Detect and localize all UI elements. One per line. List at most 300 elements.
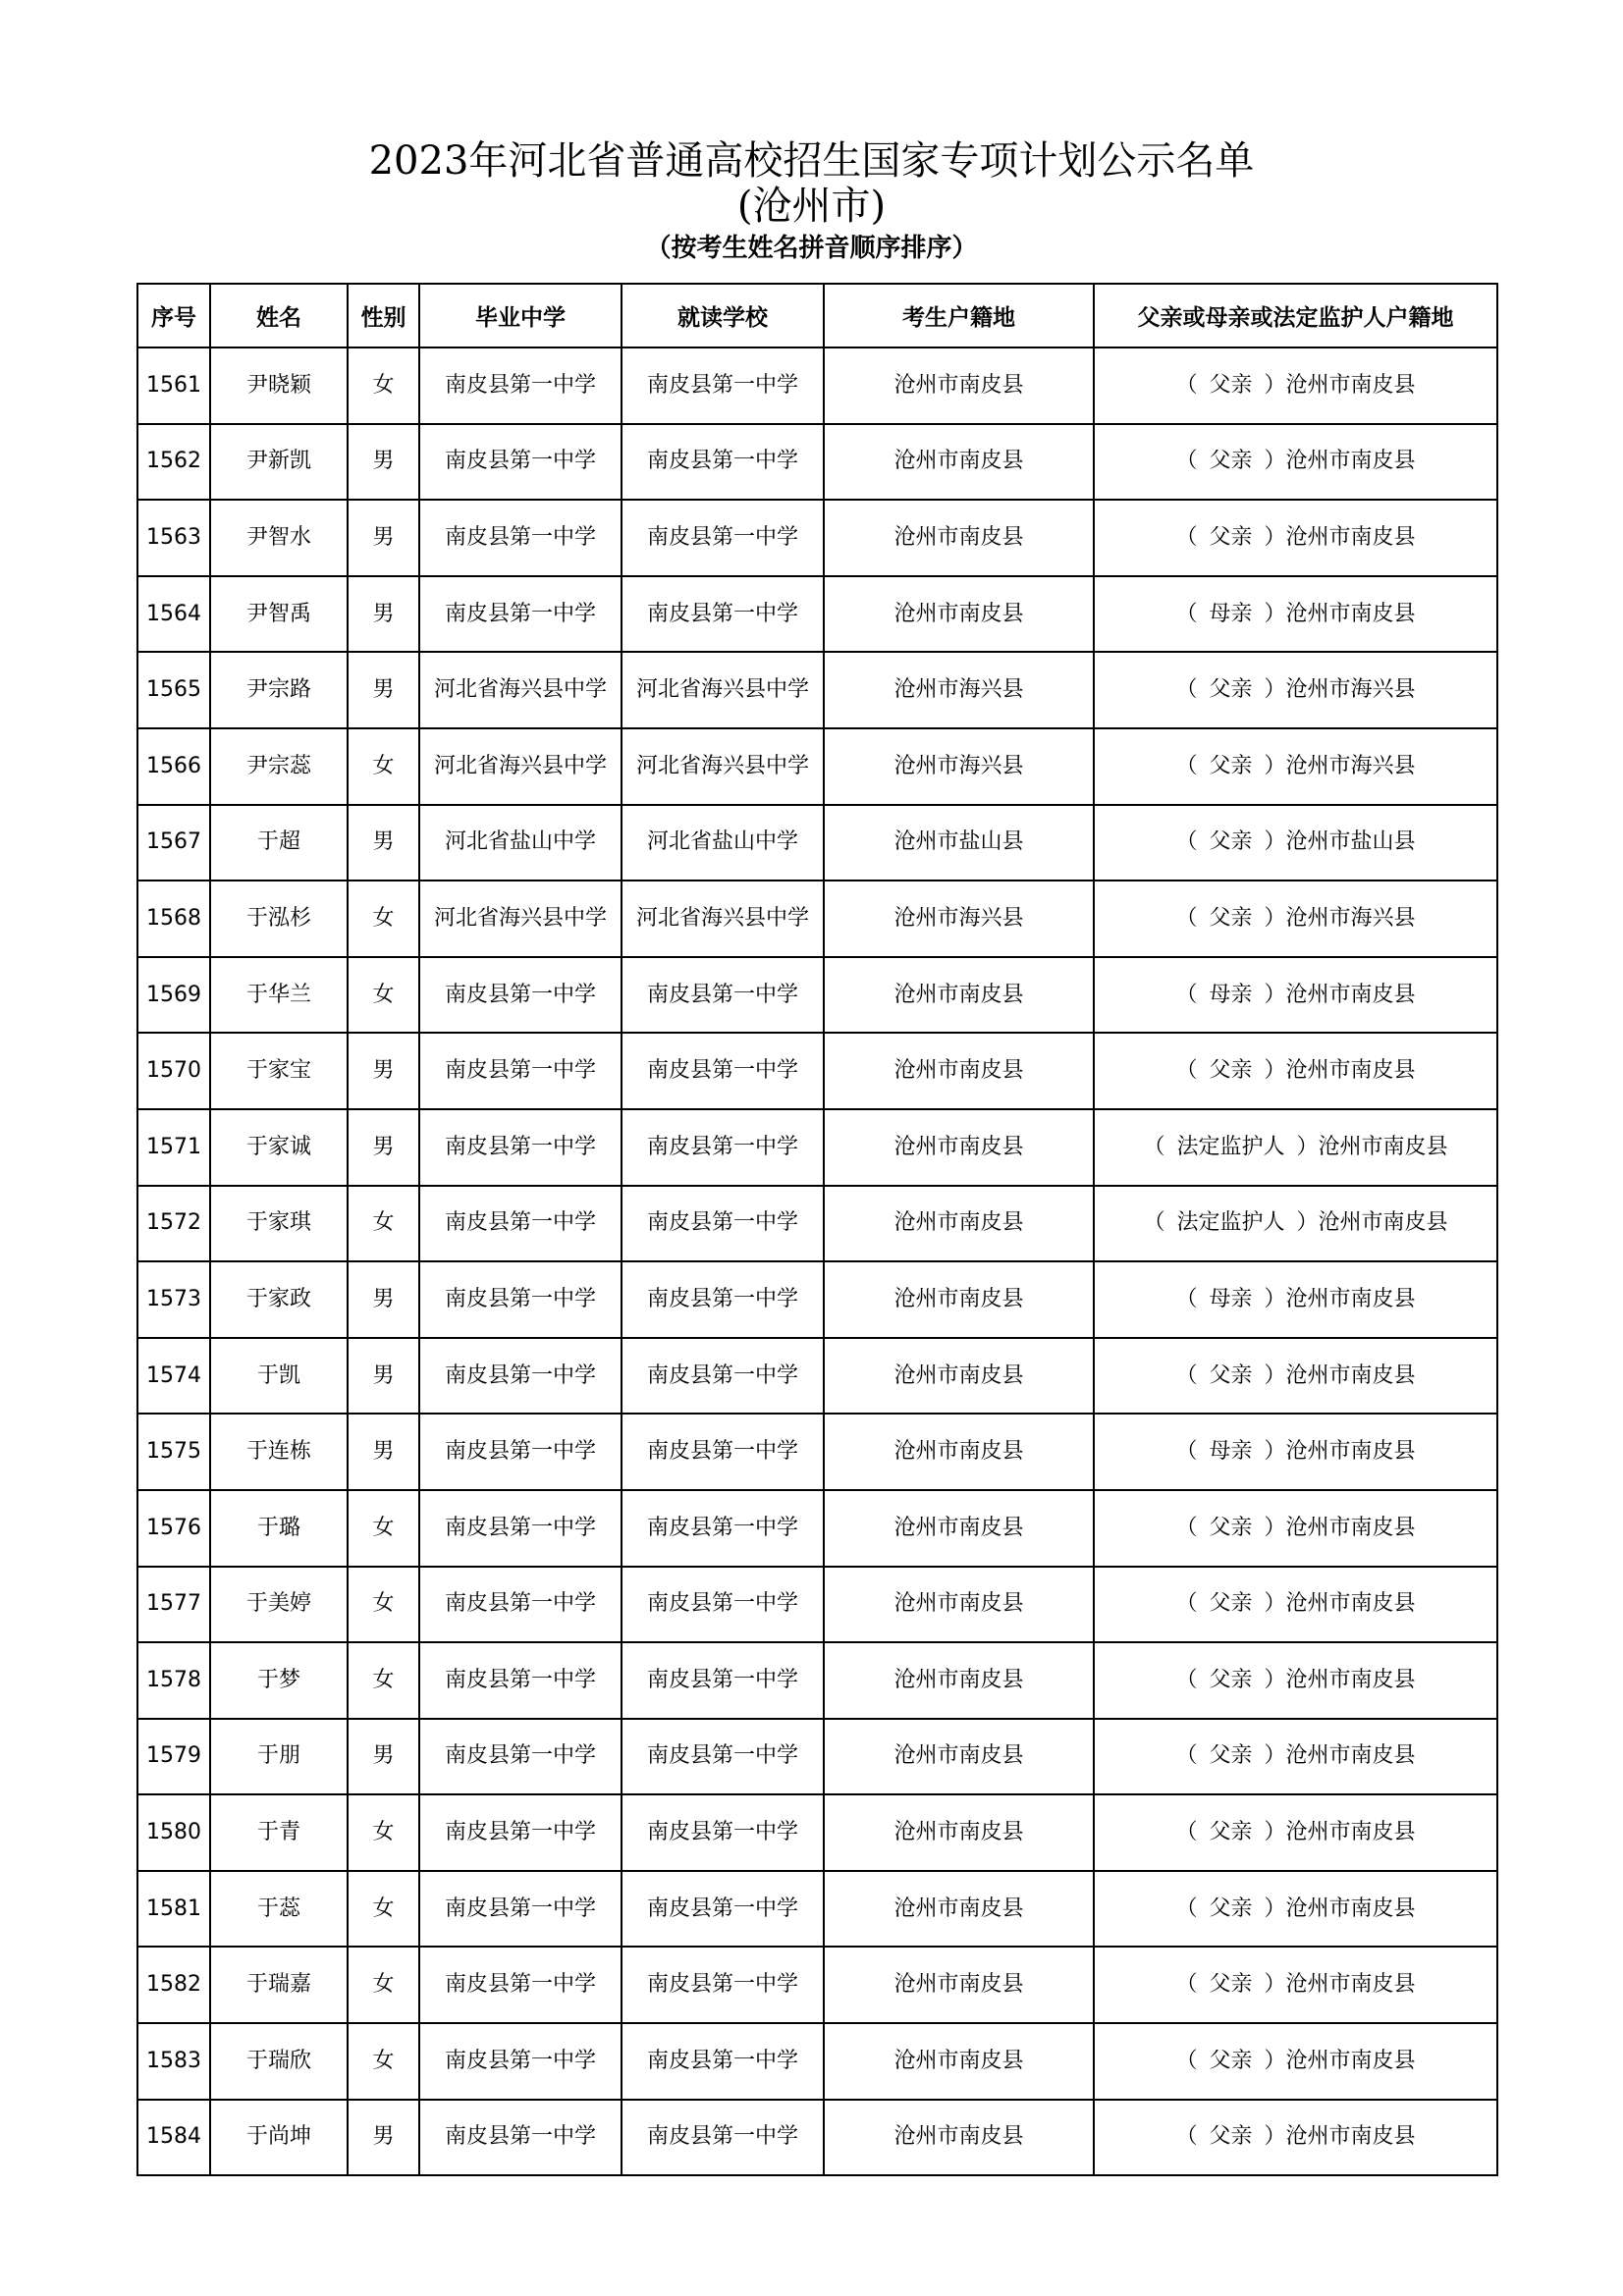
cell-name: 于蕊 (210, 1871, 348, 1948)
cell-grad-school: 南皮县第一中学 (419, 1794, 622, 1871)
cell-gender: 女 (348, 1794, 419, 1871)
paren-close: ） (1264, 1667, 1286, 1692)
cell-seq: 1566 (137, 728, 210, 805)
cell-hukou: 沧州市南皮县 (824, 1490, 1094, 1567)
paren-close: ） (1264, 1743, 1286, 1769)
cell-study-school: 河北省海兴县中学 (622, 728, 824, 805)
cell-seq: 1563 (137, 500, 210, 576)
guardian-relation: 母亲 (1209, 1286, 1253, 1311)
cell-guardian-hukou (1094, 2023, 1497, 2100)
cell-study-school: 南皮县第一中学 (622, 1947, 824, 2023)
guardian-relation: 父亲 (1209, 1058, 1253, 1084)
table-row (137, 728, 1497, 805)
paren-close: ） (1264, 2048, 1286, 2073)
table-body (137, 347, 1497, 2175)
paren-open: （ (1175, 677, 1198, 703)
cell-seq: 1572 (137, 1186, 210, 1262)
paren-close: ） (1264, 1286, 1286, 1311)
guardian-hukou-value: 沧州市南皮县 (1285, 372, 1416, 398)
cell-grad-school: 南皮县第一中学 (419, 500, 622, 576)
guardian-relation: 父亲 (1209, 753, 1253, 778)
cell-gender: 女 (348, 2023, 419, 2100)
cell-name: 于家琪 (210, 1186, 348, 1262)
guardian-hukou-value: 沧州市南皮县 (1285, 524, 1416, 550)
cell-name: 于泓杉 (210, 881, 348, 957)
cell-guardian-hukou (1094, 500, 1497, 576)
cell-hukou: 沧州市海兴县 (824, 881, 1094, 957)
document-subtitle: (沧州市) (736, 184, 887, 229)
cell-seq: 1580 (137, 1794, 210, 1871)
paren-open: （ (1175, 1362, 1198, 1388)
cell-hukou: 沧州市南皮县 (824, 1261, 1094, 1338)
cell-gender: 男 (348, 652, 419, 728)
guardian-relation: 父亲 (1209, 1972, 1253, 1998)
table-row (137, 1109, 1497, 1186)
roster-table (136, 283, 1498, 2176)
cell-guardian-hukou (1094, 881, 1497, 957)
cell-grad-school: 南皮县第一中学 (419, 1261, 622, 1338)
cell-seq: 1574 (137, 1338, 210, 1415)
paren-close: ） (1264, 601, 1286, 626)
paren-close: ） (1264, 753, 1286, 778)
cell-study-school: 南皮县第一中学 (622, 1642, 824, 1719)
cell-guardian-hukou (1094, 1871, 1497, 1948)
cell-name: 于梦 (210, 1642, 348, 1719)
table-row (137, 1871, 1497, 1948)
cell-name: 于瑞欣 (210, 2023, 348, 2100)
paren-close: ） (1264, 1362, 1286, 1388)
cell-hukou: 沧州市南皮县 (824, 1109, 1094, 1186)
cell-grad-school: 南皮县第一中学 (419, 1186, 622, 1262)
cell-guardian-hukou (1094, 1338, 1497, 1415)
cell-hukou: 沧州市南皮县 (824, 1338, 1094, 1415)
paren-open: （ (1175, 601, 1198, 626)
cell-study-school: 南皮县第一中学 (622, 424, 824, 501)
table-row (137, 957, 1497, 1034)
table-row (137, 1186, 1497, 1262)
cell-name: 尹宗路 (210, 652, 348, 728)
cell-hukou: 沧州市南皮县 (824, 2023, 1094, 2100)
cell-hukou: 沧州市盐山县 (824, 805, 1094, 881)
cell-seq: 1576 (137, 1490, 210, 1567)
header-hukou: 考生户籍地 (824, 284, 1094, 347)
cell-gender: 男 (348, 424, 419, 501)
guardian-hukou-value: 沧州市南皮县 (1285, 1743, 1416, 1769)
cell-hukou: 沧州市南皮县 (824, 1794, 1094, 1871)
cell-gender: 女 (348, 1871, 419, 1948)
cell-hukou: 沧州市南皮县 (824, 500, 1094, 576)
guardian-hukou-value: 沧州市南皮县 (1318, 1134, 1448, 1159)
cell-seq: 1561 (137, 347, 210, 424)
guardian-relation: 父亲 (1209, 677, 1253, 703)
guardian-hukou-value: 沧州市南皮县 (1285, 1896, 1416, 1921)
cell-study-school: 南皮县第一中学 (622, 1261, 824, 1338)
cell-gender: 男 (348, 1719, 419, 1795)
guardian-hukou-value: 沧州市南皮县 (1285, 2124, 1416, 2150)
header-grad-school: 毕业中学 (419, 284, 622, 347)
cell-name: 于家诚 (210, 1109, 348, 1186)
cell-seq: 1583 (137, 2023, 210, 2100)
header-study-school: 就读学校 (622, 284, 824, 347)
guardian-hukou-value: 沧州市盐山县 (1285, 829, 1416, 855)
guardian-relation: 父亲 (1209, 1820, 1253, 1845)
guardian-relation: 父亲 (1209, 1667, 1253, 1692)
guardian-hukou-value: 沧州市南皮县 (1285, 449, 1416, 474)
cell-guardian-hukou (1094, 652, 1497, 728)
document-title: 2023年河北省普通高校招生国家专项计划公示名单 (368, 138, 1255, 184)
cell-study-school: 南皮县第一中学 (622, 1490, 824, 1567)
cell-seq: 1567 (137, 805, 210, 881)
table-row (137, 652, 1497, 728)
cell-gender: 男 (348, 1261, 419, 1338)
paren-close: ） (1296, 1210, 1319, 1236)
table-row (137, 1033, 1497, 1109)
paren-open: （ (1175, 1439, 1198, 1465)
table-row (137, 881, 1497, 957)
paren-open: （ (1175, 372, 1198, 398)
cell-study-school: 河北省海兴县中学 (622, 652, 824, 728)
guardian-relation: 父亲 (1209, 524, 1253, 550)
paren-open: （ (1143, 1210, 1165, 1236)
guardian-hukou-value: 沧州市南皮县 (1285, 982, 1416, 1007)
cell-grad-school: 南皮县第一中学 (419, 1033, 622, 1109)
header-gender: 性别 (348, 284, 419, 347)
guardian-hukou-value: 沧州市南皮县 (1285, 601, 1416, 626)
table-row (137, 500, 1497, 576)
cell-grad-school: 河北省海兴县中学 (419, 728, 622, 805)
guardian-relation: 法定监护人 (1176, 1210, 1285, 1236)
guardian-hukou-value: 沧州市南皮县 (1285, 1972, 1416, 1998)
cell-hukou: 沧州市南皮县 (824, 957, 1094, 1034)
cell-hukou: 沧州市海兴县 (824, 652, 1094, 728)
cell-study-school: 河北省盐山中学 (622, 805, 824, 881)
header-name: 姓名 (210, 284, 348, 347)
paren-open: （ (1175, 524, 1198, 550)
cell-gender: 男 (348, 576, 419, 653)
table-row (137, 424, 1497, 501)
cell-gender: 男 (348, 1033, 419, 1109)
paren-close: ） (1264, 982, 1286, 1007)
guardian-relation: 母亲 (1209, 601, 1253, 626)
paren-open: （ (1175, 982, 1198, 1007)
cell-seq: 1573 (137, 1261, 210, 1338)
cell-guardian-hukou (1094, 424, 1497, 501)
cell-name: 于超 (210, 805, 348, 881)
guardian-hukou-value: 沧州市南皮县 (1285, 1286, 1416, 1311)
paren-open: （ (1175, 1667, 1198, 1692)
paren-close: ） (1264, 677, 1286, 703)
cell-hukou: 沧州市南皮县 (824, 347, 1094, 424)
cell-grad-school: 南皮县第一中学 (419, 1490, 622, 1567)
paren-open: （ (1175, 1591, 1198, 1617)
cell-grad-school: 河北省盐山中学 (419, 805, 622, 881)
guardian-relation: 父亲 (1209, 1362, 1253, 1388)
cell-gender: 女 (348, 1186, 419, 1262)
cell-grad-school: 河北省海兴县中学 (419, 652, 622, 728)
guardian-relation: 父亲 (1209, 829, 1253, 855)
header-seq: 序号 (137, 284, 210, 347)
guardian-relation: 父亲 (1209, 2124, 1253, 2150)
cell-name: 于家宝 (210, 1033, 348, 1109)
cell-guardian-hukou (1094, 1261, 1497, 1338)
paren-close: ） (1264, 1972, 1286, 1998)
cell-name: 尹晓颖 (210, 347, 348, 424)
cell-grad-school: 河北省海兴县中学 (419, 881, 622, 957)
cell-guardian-hukou (1094, 347, 1497, 424)
cell-study-school: 南皮县第一中学 (622, 1109, 824, 1186)
table-row (137, 805, 1497, 881)
paren-close: ） (1264, 449, 1286, 474)
cell-hukou: 沧州市南皮县 (824, 1947, 1094, 2023)
table-row (137, 1947, 1497, 2023)
guardian-relation: 母亲 (1209, 982, 1253, 1007)
paren-open: （ (1175, 2048, 1198, 2073)
cell-guardian-hukou (1094, 805, 1497, 881)
cell-gender: 男 (348, 500, 419, 576)
paren-open: （ (1175, 1515, 1198, 1540)
cell-seq: 1564 (137, 576, 210, 653)
cell-guardian-hukou (1094, 1794, 1497, 1871)
paren-close: ） (1264, 524, 1286, 550)
guardian-relation: 父亲 (1209, 372, 1253, 398)
guardian-relation: 父亲 (1209, 905, 1253, 931)
paren-close: ） (1264, 1058, 1286, 1084)
table-row (137, 1642, 1497, 1719)
paren-open: （ (1175, 1058, 1198, 1084)
paren-open: （ (1175, 2124, 1198, 2150)
cell-guardian-hukou (1094, 1567, 1497, 1643)
cell-gender: 女 (348, 1490, 419, 1567)
guardian-relation: 母亲 (1209, 1439, 1253, 1465)
guardian-relation: 父亲 (1209, 1515, 1253, 1540)
cell-hukou: 沧州市南皮县 (824, 1642, 1094, 1719)
cell-gender: 女 (348, 881, 419, 957)
cell-grad-school: 南皮县第一中学 (419, 2023, 622, 2100)
cell-name: 于家政 (210, 1261, 348, 1338)
cell-guardian-hukou (1094, 2100, 1497, 2176)
guardian-hukou-value: 沧州市南皮县 (1285, 1515, 1416, 1540)
cell-grad-school: 南皮县第一中学 (419, 576, 622, 653)
guardian-hukou-value: 沧州市南皮县 (1285, 1362, 1416, 1388)
cell-hukou: 沧州市南皮县 (824, 1414, 1094, 1490)
cell-gender: 男 (348, 1338, 419, 1415)
cell-hukou: 沧州市南皮县 (824, 576, 1094, 653)
paren-close: ） (1264, 905, 1286, 931)
paren-close: ） (1264, 829, 1286, 855)
cell-hukou: 沧州市南皮县 (824, 1719, 1094, 1795)
cell-seq: 1568 (137, 881, 210, 957)
paren-open: （ (1175, 1896, 1198, 1921)
guardian-hukou-value: 沧州市南皮县 (1285, 1820, 1416, 1845)
cell-seq: 1581 (137, 1871, 210, 1948)
cell-study-school: 南皮县第一中学 (622, 1033, 824, 1109)
cell-seq: 1579 (137, 1719, 210, 1795)
cell-hukou: 沧州市南皮县 (824, 1186, 1094, 1262)
cell-study-school: 南皮县第一中学 (622, 1719, 824, 1795)
cell-name: 尹智禹 (210, 576, 348, 653)
table-row (137, 1490, 1497, 1567)
cell-hukou: 沧州市南皮县 (824, 1033, 1094, 1109)
cell-grad-school: 南皮县第一中学 (419, 1871, 622, 1948)
paren-close: ） (1264, 1591, 1286, 1617)
cell-study-school: 南皮县第一中学 (622, 1567, 824, 1643)
cell-gender: 男 (348, 805, 419, 881)
guardian-relation: 法定监护人 (1176, 1134, 1285, 1159)
cell-study-school: 河北省海兴县中学 (622, 881, 824, 957)
cell-gender: 女 (348, 347, 419, 424)
cell-grad-school: 南皮县第一中学 (419, 1338, 622, 1415)
cell-guardian-hukou (1094, 1186, 1497, 1262)
cell-name: 尹智水 (210, 500, 348, 576)
cell-seq: 1582 (137, 1947, 210, 2023)
cell-gender: 男 (348, 1414, 419, 1490)
cell-guardian-hukou (1094, 1109, 1497, 1186)
guardian-hukou-value: 沧州市南皮县 (1285, 1591, 1416, 1617)
cell-seq: 1569 (137, 957, 210, 1034)
cell-hukou: 沧州市南皮县 (824, 424, 1094, 501)
cell-hukou: 沧州市海兴县 (824, 728, 1094, 805)
guardian-relation: 父亲 (1209, 1896, 1253, 1921)
cell-gender: 女 (348, 728, 419, 805)
paren-open: （ (1143, 1134, 1165, 1159)
guardian-relation: 父亲 (1209, 1743, 1253, 1769)
cell-name: 尹新凯 (210, 424, 348, 501)
cell-guardian-hukou (1094, 576, 1497, 653)
guardian-hukou-value: 沧州市海兴县 (1285, 905, 1416, 931)
paren-open: （ (1175, 829, 1198, 855)
cell-name: 于美婷 (210, 1567, 348, 1643)
header-row (137, 284, 1497, 347)
cell-name: 于凯 (210, 1338, 348, 1415)
guardian-relation: 父亲 (1209, 1591, 1253, 1617)
paren-open: （ (1175, 1743, 1198, 1769)
cell-guardian-hukou (1094, 957, 1497, 1034)
cell-seq: 1562 (137, 424, 210, 501)
cell-seq: 1570 (137, 1033, 210, 1109)
cell-grad-school: 南皮县第一中学 (419, 347, 622, 424)
cell-gender: 男 (348, 2100, 419, 2176)
table-row (137, 1719, 1497, 1795)
cell-study-school: 南皮县第一中学 (622, 957, 824, 1034)
paren-open: （ (1175, 905, 1198, 931)
guardian-hukou-value: 沧州市南皮县 (1285, 1058, 1416, 1084)
cell-grad-school: 南皮县第一中学 (419, 1567, 622, 1643)
paren-close: ） (1264, 1820, 1286, 1845)
cell-hukou: 沧州市南皮县 (824, 1567, 1094, 1643)
cell-name: 于尚坤 (210, 2100, 348, 2176)
paren-close: ） (1264, 1515, 1286, 1540)
guardian-hukou-value: 沧州市南皮县 (1285, 1667, 1416, 1692)
cell-gender: 男 (348, 1109, 419, 1186)
guardian-relation: 父亲 (1209, 2048, 1253, 2073)
cell-guardian-hukou (1094, 728, 1497, 805)
guardian-hukou-value: 沧州市南皮县 (1285, 1439, 1416, 1465)
cell-seq: 1565 (137, 652, 210, 728)
cell-name: 于华兰 (210, 957, 348, 1034)
paren-open: （ (1175, 1286, 1198, 1311)
cell-study-school: 南皮县第一中学 (622, 1794, 824, 1871)
table-header (137, 284, 1497, 347)
paren-close: ） (1264, 1896, 1286, 1921)
cell-name: 于连栋 (210, 1414, 348, 1490)
paren-close: ） (1264, 372, 1286, 398)
cell-study-school: 南皮县第一中学 (622, 1414, 824, 1490)
cell-study-school: 南皮县第一中学 (622, 2100, 824, 2176)
cell-study-school: 南皮县第一中学 (622, 347, 824, 424)
paren-open: （ (1175, 1972, 1198, 1998)
cell-seq: 1578 (137, 1642, 210, 1719)
paren-close: ） (1264, 1439, 1286, 1465)
cell-grad-school: 南皮县第一中学 (419, 1947, 622, 2023)
guardian-hukou-value: 沧州市南皮县 (1285, 2048, 1416, 2073)
cell-study-school: 南皮县第一中学 (622, 2023, 824, 2100)
paren-close: ） (1296, 1134, 1319, 1159)
cell-grad-school: 南皮县第一中学 (419, 424, 622, 501)
cell-grad-school: 南皮县第一中学 (419, 1109, 622, 1186)
cell-name: 于璐 (210, 1490, 348, 1567)
cell-gender: 女 (348, 1567, 419, 1643)
cell-name: 尹宗蕊 (210, 728, 348, 805)
header-guardian-hukou: 父亲或母亲或法定监护人户籍地 (1094, 284, 1497, 347)
table-row (137, 576, 1497, 653)
paren-open: （ (1175, 753, 1198, 778)
cell-study-school: 南皮县第一中学 (622, 1871, 824, 1948)
cell-gender: 女 (348, 957, 419, 1034)
sort-note: （按考生姓名拼音顺序排序） (645, 234, 978, 263)
paren-open: （ (1175, 449, 1198, 474)
cell-grad-school: 南皮县第一中学 (419, 2100, 622, 2176)
cell-study-school: 南皮县第一中学 (622, 1338, 824, 1415)
cell-seq: 1584 (137, 2100, 210, 2176)
cell-hukou: 沧州市南皮县 (824, 1871, 1094, 1948)
cell-guardian-hukou (1094, 1033, 1497, 1109)
cell-guardian-hukou (1094, 1642, 1497, 1719)
table-row (137, 1567, 1497, 1643)
cell-grad-school: 南皮县第一中学 (419, 1414, 622, 1490)
cell-name: 于青 (210, 1794, 348, 1871)
cell-guardian-hukou (1094, 1719, 1497, 1795)
cell-name: 于朋 (210, 1719, 348, 1795)
cell-study-school: 南皮县第一中学 (622, 500, 824, 576)
cell-seq: 1571 (137, 1109, 210, 1186)
guardian-hukou-value: 沧州市南皮县 (1318, 1210, 1448, 1236)
cell-grad-school: 南皮县第一中学 (419, 1642, 622, 1719)
table-row (137, 2023, 1497, 2100)
paren-close: ） (1264, 2124, 1286, 2150)
paren-open: （ (1175, 1820, 1198, 1845)
cell-guardian-hukou (1094, 1414, 1497, 1490)
guardian-hukou-value: 沧州市海兴县 (1285, 677, 1416, 703)
table-row (137, 1794, 1497, 1871)
cell-grad-school: 南皮县第一中学 (419, 957, 622, 1034)
cell-study-school: 南皮县第一中学 (622, 1186, 824, 1262)
cell-gender: 女 (348, 1642, 419, 1719)
table-row (137, 1338, 1497, 1415)
table-row (137, 1261, 1497, 1338)
cell-guardian-hukou (1094, 1947, 1497, 2023)
cell-seq: 1575 (137, 1414, 210, 1490)
cell-hukou: 沧州市南皮县 (824, 2100, 1094, 2176)
cell-guardian-hukou (1094, 1490, 1497, 1567)
cell-study-school: 南皮县第一中学 (622, 576, 824, 653)
cell-grad-school: 南皮县第一中学 (419, 1719, 622, 1795)
table-row (137, 1414, 1497, 1490)
table-row (137, 2100, 1497, 2176)
guardian-relation: 父亲 (1209, 449, 1253, 474)
table-row (137, 347, 1497, 424)
guardian-hukou-value: 沧州市海兴县 (1285, 753, 1416, 778)
cell-name: 于瑞嘉 (210, 1947, 348, 2023)
